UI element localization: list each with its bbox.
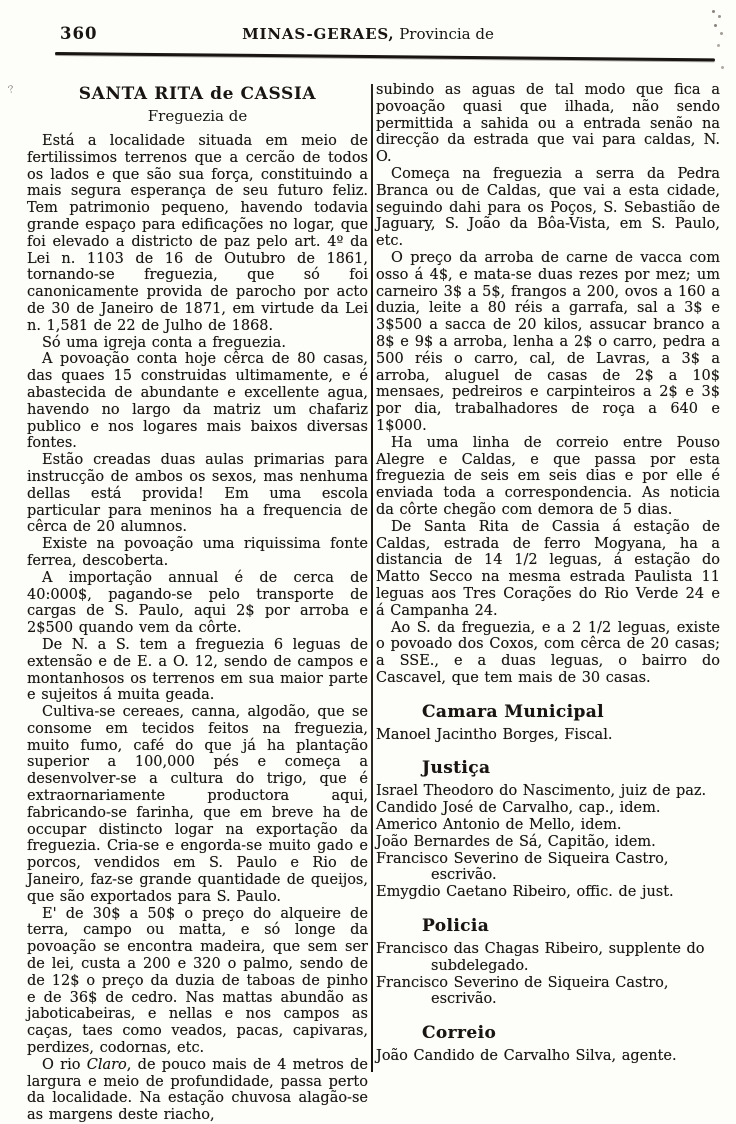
scan-artifact (712, 10, 715, 13)
column-divider (371, 84, 373, 1072)
article-title: SANTA RITA de CASSIA (78, 84, 317, 104)
officeholder-entry: João Bernardes de Sá, Capitão, idem. (376, 833, 656, 850)
paragraph: A importação annual é de cerca de 40:000$, pagando-se pelo transporte de cargas de S. Paulo, aqui 2$ por arroba e 2$500 quando vem da côrte. (27, 569, 368, 637)
section-heading-camara-municipal: Camara Municipal (422, 701, 605, 722)
paragraph: Cultiva-se cereaes, canna, algodão, que se consome em tecidos feitos na freguezia, muito fumo, café do que já ha plantação superior a 100,000 pés e começa a desenvolver-se a cultura do trigo, que é extraornariamente productora aqui, fabricando-se farinha, que em breve ha de occupar distincto logar na exportação da freguezia. Cria-se e engorda-se muito gado e porcos, vendidos em S. Paulo e Rio de Janeiro, faz-se grande quantidade de queijos, que são exportados para S. Paulo. (27, 704, 368, 905)
officeholder-entry: Americo Antonio de Mello, idem. (376, 817, 622, 834)
running-title-rest: Provincia de (399, 25, 494, 43)
officeholder-entry: Candido José de Carvalho, cap., idem. (376, 800, 661, 817)
officeholder-entry: João Candido de Carvalho Silva, agente. (376, 1048, 677, 1065)
header-rule (55, 52, 715, 61)
section-heading-policia: Policia (422, 916, 490, 937)
paragraph: Ao S. da freguezia, e a 2 1/2 leguas, existe o povoado dos Coxos, com cêrca de 20 casas; a SSE., e a duas leguas, o bairro do Cascavel, que tem mais de 30 casas. (376, 619, 720, 686)
officeholder-entry: Israel Theodoro do Nascimento, juiz de paz. (376, 783, 707, 800)
page-number: 360 (60, 24, 98, 43)
paragraph: Está a localidade situada em meio de fertilissimos terrenos que a cercão de todos os lados e que são sua força, constituindo a mais segura esperança de seu futuro feliz. Tem patrimonio pequeno, havendo todavia grande espaço para edificações no logar, que foi elevado a districto de paz pelo art. 4º da Lei n. 1103 de 16 de Outubro de 1861, tornando-se freguezia, que só foi canonicamente provida de parocho por acto de 30 de Janeiro de 1871, em virtude da Lei n. 1,581 de 22 de Julho de 1868. (27, 133, 368, 334)
paragraph: E' de 30$ a 50$ o preço do alqueire de terra, campo ou matta, e só longe da povoação se encontra madeira, que sem ser de lei, custa a 200 e 320 o palmo, sendo de de 12$ o preço da duzia de taboas de pinho e de 36$ de cedro. Nas mattas abundão as jaboticabeiras, e nellas e nos campos as caças, taes como veados, pacas, capivaras, perdizes, codornas, etc. (27, 905, 368, 1057)
officeholder-entry: Francisco das Chagas Ribeiro, supplente do subdelegado. (376, 941, 705, 974)
paragraph: Ha uma linha de correio entre Pouso Alegre e Caldas, e que passa por esta freguezia de seis em seis dias e por elle é enviada toda a correspondencia. As noticia da côrte chegão com demora de 5 dias. (376, 434, 720, 518)
running-title (0, 25, 736, 43)
running-title-bold: MINAS-GERAES, (242, 25, 395, 43)
paragraph: O preço da arroba de carne de vacca com osso á 4$, e mata-se duas rezes por mez; um carneiro 3$ a 5$, frangos a 200, ovos a 160 a duzia, leite a 80 réis a garrafa, sal a 3$ e 3$500 a sacca de 20 kilos, assucar branco a 8$ e 9$ a arroba, lenha a 2$ o carro, pedra a 500 réis o carro, cal, de Lavras, a 3$ a arroba, aluguel de casas de 2$ a 10$ mensaes, pedreiros e carpinteiros a 2$ e 3$ por dia, trabalhadores de roça a 640 e 1$000. (376, 249, 720, 434)
officeholder-entry: Francisco Severino de Siqueira Castro, escrivão. (376, 850, 669, 884)
paragraph: Começa na freguezia a serra da Pedra Branca ou de Caldas, que vai a esta cidade, seguindo dahi para os Poços, S. Sebastião de Jaguary, S. João da Bôa-Vista, em S. Paulo, etc. (376, 165, 720, 250)
paragraph-text: O rio (42, 1056, 87, 1073)
paragraph: De N. a S. tem a freguezia 6 leguas de extensão e de E. a O. 12, sendo de campos e montanhosos os terrenos em sua maior parte e sujeitos á muita geada. (27, 636, 368, 704)
section-heading-justica: Justiça (422, 758, 491, 779)
paragraph: Existe na povoação uma riquissima fonte ferrea, descoberta. (27, 536, 368, 569)
river-name-italic: Claro (86, 1056, 127, 1073)
paragraph: Estão creadas duas aulas primarias para instrucção de ambos os sexos, mas nenhuma dellas está provida! Em uma escola particular para meninos ha a frequencia de cêrca de 20 alumnos. (27, 452, 368, 536)
paragraph: De Santa Rita de Cassia á estação de Caldas, estrada de ferro Mogyana, ha a distancia de 14 1/2 leguas, á estação do Matto Secco na mesma estrada Paulista 11 leguas aos Tres Corações do Rio Verde 24 e á Campanha 24. (376, 518, 720, 619)
left-column (27, 70, 368, 1124)
two-column-body (27, 70, 722, 1124)
paragraph: A povoação conta hoje cêrca de 80 casas, das quaes 15 construidas ultimamente, e é abastecida de abundante e excellente agua, havendo no largo da matriz um chafariz publico e nos logares mais baixos diversas fontes. (27, 351, 368, 452)
officeholder-entry: Francisco Severino de Siqueira Castro, escrivão. (376, 974, 669, 1008)
section-heading-correio: Correio (422, 1023, 497, 1044)
paragraph: subindo as aguas de tal modo que fica a povoação quasi que ilhada, não sendo permittida a sahida ou a entrada senão na direcção da estrada que vai para caldas, N. O. (376, 82, 720, 166)
article-subtitle: Freguezia de (147, 107, 248, 125)
right-column (376, 70, 720, 1065)
scan-artifact: ﹖ (3, 80, 18, 96)
officeholder-entry: Emygdio Caetano Ribeiro, offic. de just. (376, 884, 674, 901)
paragraph-text: , de pouco mais de 4 metros de largura e meio de profundidade, passa perto da localidade. Na estação chuvosa alagão-se as margens deste riacho, (27, 1056, 369, 1124)
paragraph: Só uma igreja conta a freguezia. (42, 334, 286, 351)
page-header (0, 22, 736, 48)
officeholder-entry: Manoel Jacintho Borges, Fiscal. (376, 726, 613, 743)
paragraph-rio-claro (27, 1057, 368, 1124)
